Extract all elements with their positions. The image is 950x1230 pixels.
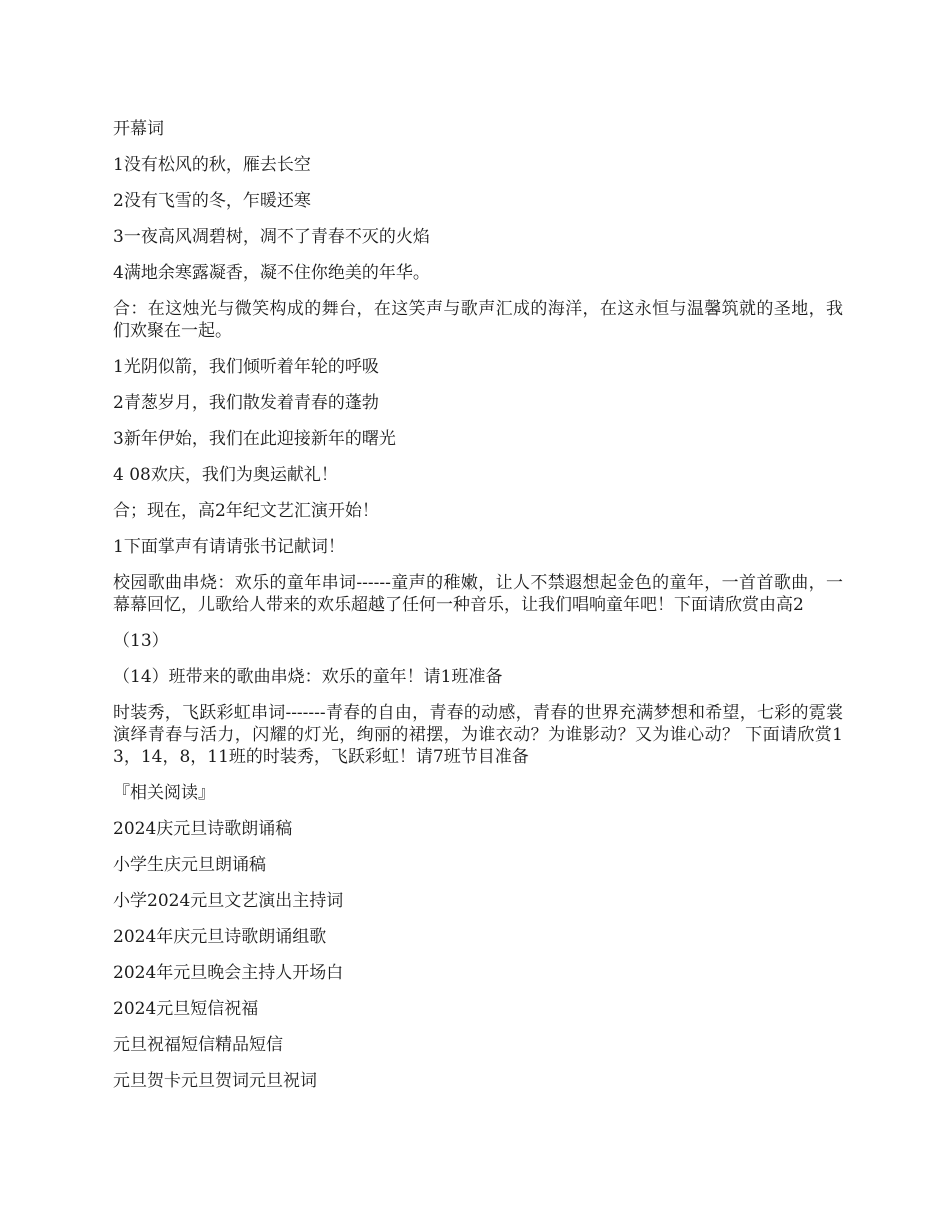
related-reading-link[interactable]: 2024元旦短信祝福 bbox=[113, 999, 259, 1019]
paragraph: 校园歌曲串烧：欢乐的童年串词------童声的稚嫩，让人不禁遐想起金色的童年，一首首歌曲，一幕幕回忆，儿歌给人带来的欢乐超越了任何一种音乐，让我们唱响童年吧！下面请欣赏由高2 bbox=[113, 573, 843, 615]
related-reading-link[interactable]: 2024年庆元旦诗歌朗诵组歌 bbox=[113, 927, 327, 947]
paragraph: 4满地余寒露凝香，凝不住你绝美的年华。 bbox=[113, 263, 430, 283]
paragraph: 3一夜高风凋碧树，凋不了青春不灭的火焰 bbox=[113, 227, 430, 247]
related-reading-heading: 『相关阅读』 bbox=[113, 783, 215, 803]
document-body bbox=[113, 118, 843, 1106]
paragraph: 时装秀，飞跃彩虹串词-------青春的自由，青春的动感，青春的世界充满梦想和希望，七彩的霓裳演绎青春与活力，闪耀的灯光，绚丽的裙摆，为谁衣动？为谁影动？又为谁心动？ 下面请欣赏13，14，8，11班的时装秀，飞跃彩虹！请7班节目准备 bbox=[113, 703, 843, 767]
paragraph: 1没有松风的秋，雁去长空 bbox=[113, 155, 311, 175]
related-reading-link[interactable]: 元旦祝福短信精品短信 bbox=[113, 1035, 283, 1055]
paragraph: 3新年伊始，我们在此迎接新年的曙光 bbox=[113, 429, 396, 449]
paragraph: 合；现在，高2年纪文艺汇演开始！ bbox=[113, 501, 379, 521]
paragraph: 2没有飞雪的冬，乍暖还寒 bbox=[113, 191, 311, 211]
paragraph: （13） bbox=[113, 631, 169, 651]
related-reading-link[interactable]: 小学2024元旦文艺演出主持词 bbox=[113, 891, 344, 911]
related-reading-link[interactable]: 2024庆元旦诗歌朗诵稿 bbox=[113, 819, 293, 839]
paragraph: 1光阴似箭，我们倾听着年轮的呼吸 bbox=[113, 357, 379, 377]
paragraph: 4 08欢庆，我们为奥运献礼！ bbox=[113, 465, 338, 485]
related-reading-link[interactable]: 元旦贺卡元旦贺词元旦祝词 bbox=[113, 1071, 317, 1091]
document-title: 开幕词 bbox=[113, 119, 164, 139]
paragraph: 2青葱岁月，我们散发着青春的蓬勃 bbox=[113, 393, 379, 413]
paragraph: （14）班带来的歌曲串烧：欢乐的童年！请1班准备 bbox=[113, 667, 503, 687]
related-reading-link[interactable]: 2024年元旦晚会主持人开场白 bbox=[113, 963, 344, 983]
paragraph: 1下面掌声有请请张书记献词！ bbox=[113, 537, 345, 557]
paragraph: 合：在这烛光与微笑构成的舞台，在这笑声与歌声汇成的海洋，在这永恒与温馨筑就的圣地，我们欢聚在一起。 bbox=[113, 299, 843, 341]
related-reading-link[interactable]: 小学生庆元旦朗诵稿 bbox=[113, 855, 266, 875]
